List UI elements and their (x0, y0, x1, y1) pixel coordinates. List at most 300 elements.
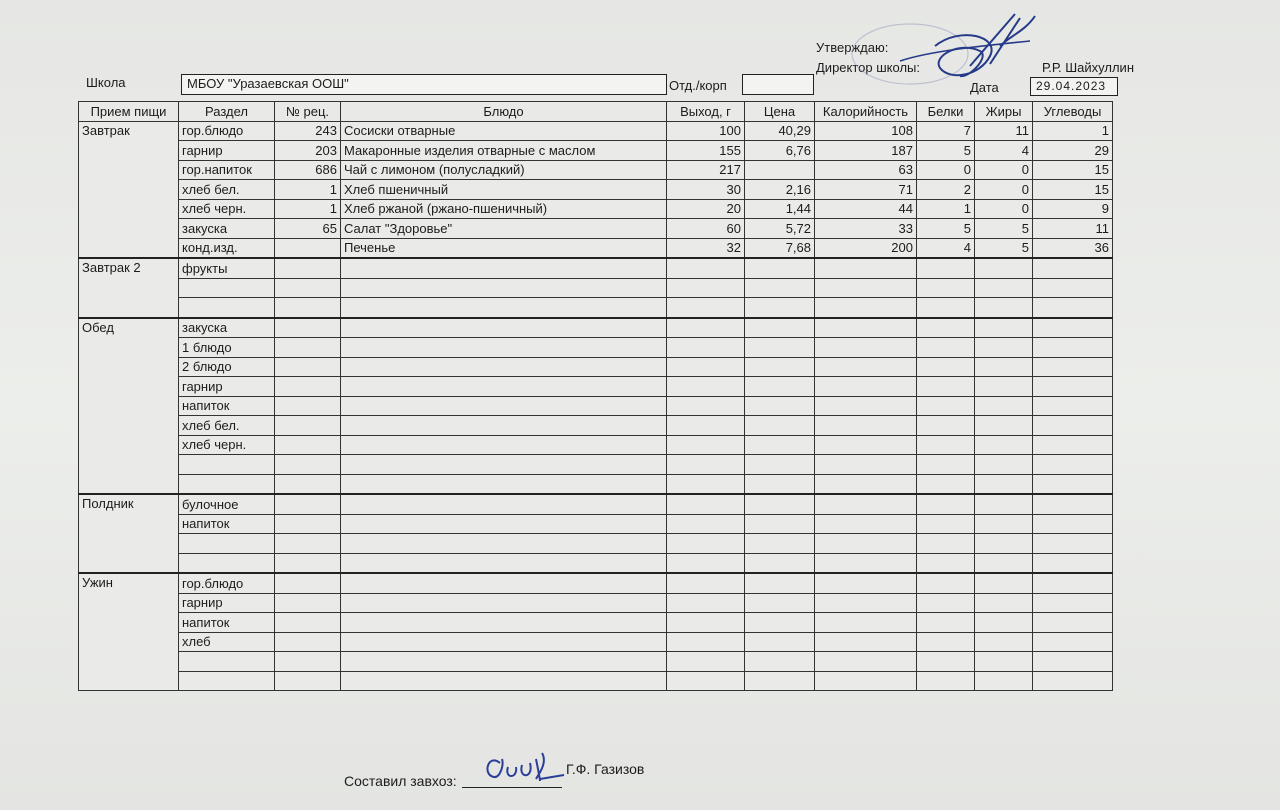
director-name: Р.Р. Шайхуллин (1042, 60, 1134, 75)
cell-carb (1033, 652, 1113, 672)
cell-kcal (815, 514, 917, 534)
table-row (79, 593, 1113, 613)
cell-section (179, 278, 275, 298)
dept-label: Отд./корп (669, 78, 727, 93)
cell-carb (1033, 494, 1113, 514)
cell-section: гарнир (179, 593, 275, 613)
cell-section (179, 474, 275, 494)
cell-price (745, 357, 815, 377)
cell-fat (975, 613, 1033, 633)
cell-out (667, 298, 745, 318)
cell-rec: 203 (275, 141, 341, 161)
cell-carb: 11 (1033, 219, 1113, 239)
cell-prot (917, 514, 975, 534)
cell-rec (275, 278, 341, 298)
cell-section: хлеб (179, 632, 275, 652)
cell-price: 40,29 (745, 121, 815, 141)
cell-fat (975, 514, 1033, 534)
meal-name-cell: Завтрак 2 (79, 258, 179, 318)
cell-rec (275, 534, 341, 554)
cell-carb: 29 (1033, 141, 1113, 161)
cell-kcal (815, 338, 917, 358)
table-row (79, 160, 1113, 180)
cell-rec: 686 (275, 160, 341, 180)
cell-carb (1033, 553, 1113, 573)
cell-carb: 15 (1033, 160, 1113, 180)
cell-section: гарнир (179, 377, 275, 397)
header-protein: Белки (917, 102, 975, 122)
cell-carb (1033, 357, 1113, 377)
cell-price (745, 416, 815, 436)
cell-out (667, 494, 745, 514)
cell-prot (917, 534, 975, 554)
cell-kcal (815, 258, 917, 278)
cell-carb (1033, 435, 1113, 455)
cell-fat: 11 (975, 121, 1033, 141)
cell-section (179, 553, 275, 573)
cell-rec (275, 573, 341, 593)
cell-out (667, 338, 745, 358)
cell-fat (975, 494, 1033, 514)
cell-prot (917, 435, 975, 455)
cell-out (667, 613, 745, 633)
cell-rec (275, 298, 341, 318)
cell-carb (1033, 613, 1113, 633)
cell-price (745, 534, 815, 554)
cell-out (667, 318, 745, 338)
cell-rec: 1 (275, 180, 341, 200)
cell-section (179, 534, 275, 554)
approve-label: Утверждаю: (816, 40, 889, 55)
cell-rec (275, 318, 341, 338)
cell-kcal (815, 553, 917, 573)
cell-carb (1033, 632, 1113, 652)
cell-dish (341, 671, 667, 691)
date-label: Дата (970, 80, 999, 95)
cell-carb (1033, 534, 1113, 554)
cell-out: 20 (667, 199, 745, 219)
cell-price (745, 613, 815, 633)
cell-fat: 0 (975, 180, 1033, 200)
table-row (79, 671, 1113, 691)
cell-dish: Салат "Здоровье" (341, 219, 667, 239)
cell-fat: 5 (975, 219, 1033, 239)
table-row (79, 357, 1113, 377)
director-signature-stamp (840, 6, 1050, 96)
cell-dish (341, 338, 667, 358)
cell-prot: 7 (917, 121, 975, 141)
cell-prot (917, 652, 975, 672)
cell-section: хлеб черн. (179, 435, 275, 455)
cell-dish (341, 396, 667, 416)
cell-price (745, 338, 815, 358)
cell-price (745, 435, 815, 455)
cell-dish (341, 593, 667, 613)
cell-carb (1033, 318, 1113, 338)
cell-dish (341, 613, 667, 633)
cell-price (745, 632, 815, 652)
cell-fat (975, 416, 1033, 436)
cell-out: 217 (667, 160, 745, 180)
cell-rec (275, 396, 341, 416)
meal-name-cell: Завтрак (79, 121, 179, 258)
composer-name: Г.Ф. Газизов (566, 761, 645, 777)
cell-rec (275, 613, 341, 633)
cell-carb (1033, 338, 1113, 358)
cell-out (667, 474, 745, 494)
cell-fat (975, 534, 1033, 554)
table-row (79, 377, 1113, 397)
cell-fat (975, 573, 1033, 593)
cell-fat (975, 474, 1033, 494)
cell-out (667, 435, 745, 455)
cell-carb (1033, 396, 1113, 416)
table-row (79, 121, 1113, 141)
header-meal: Прием пищи (79, 102, 179, 122)
cell-out: 155 (667, 141, 745, 161)
cell-out (667, 357, 745, 377)
cell-out (667, 455, 745, 475)
cell-carb (1033, 377, 1113, 397)
cell-out (667, 534, 745, 554)
cell-fat: 0 (975, 160, 1033, 180)
cell-prot (917, 377, 975, 397)
cell-rec (275, 357, 341, 377)
cell-prot (917, 318, 975, 338)
cell-dish: Хлеб пшеничный (341, 180, 667, 200)
cell-kcal: 187 (815, 141, 917, 161)
cell-out (667, 632, 745, 652)
meal-name-cell: Ужин (79, 573, 179, 691)
cell-prot (917, 298, 975, 318)
header-output: Выход, г (667, 102, 745, 122)
cell-section: хлеб бел. (179, 416, 275, 436)
cell-kcal (815, 613, 917, 633)
cell-out (667, 514, 745, 534)
cell-out (667, 652, 745, 672)
cell-kcal (815, 298, 917, 318)
cell-prot (917, 573, 975, 593)
cell-prot (917, 338, 975, 358)
cell-dish (341, 318, 667, 338)
cell-section: напиток (179, 514, 275, 534)
cell-carb (1033, 455, 1113, 475)
table-row (79, 219, 1113, 239)
cell-fat (975, 258, 1033, 278)
cell-dish (341, 573, 667, 593)
cell-prot (917, 455, 975, 475)
table-row (79, 514, 1113, 534)
cell-kcal: 200 (815, 238, 917, 258)
cell-rec (275, 652, 341, 672)
table-header-row (79, 102, 1113, 122)
cell-fat (975, 278, 1033, 298)
cell-price (745, 652, 815, 672)
cell-price (745, 377, 815, 397)
cell-rec (275, 258, 341, 278)
cell-kcal (815, 435, 917, 455)
director-label: Директор школы: (816, 60, 920, 75)
table-row (79, 573, 1113, 593)
cell-prot (917, 613, 975, 633)
cell-fat (975, 455, 1033, 475)
meal-name-cell: Обед (79, 318, 179, 495)
table-row (79, 455, 1113, 475)
table-row (79, 474, 1113, 494)
header-dish: Блюдо (341, 102, 667, 122)
cell-prot (917, 632, 975, 652)
cell-kcal (815, 396, 917, 416)
cell-dish (341, 278, 667, 298)
cell-prot: 5 (917, 141, 975, 161)
cell-out (667, 396, 745, 416)
cell-fat (975, 553, 1033, 573)
cell-rec (275, 435, 341, 455)
cell-prot: 0 (917, 160, 975, 180)
cell-fat (975, 435, 1033, 455)
header-price: Цена (745, 102, 815, 122)
cell-rec (275, 377, 341, 397)
cell-rec (275, 494, 341, 514)
cell-price (745, 160, 815, 180)
cell-out (667, 377, 745, 397)
cell-prot: 4 (917, 238, 975, 258)
cell-carb (1033, 573, 1113, 593)
cell-kcal (815, 593, 917, 613)
cell-dish (341, 298, 667, 318)
cell-rec (275, 553, 341, 573)
cell-section: напиток (179, 396, 275, 416)
cell-section: 2 блюдо (179, 357, 275, 377)
cell-carb (1033, 514, 1113, 534)
cell-price: 6,76 (745, 141, 815, 161)
cell-out (667, 553, 745, 573)
cell-price (745, 258, 815, 278)
cell-dish: Сосиски отварные (341, 121, 667, 141)
cell-prot (917, 494, 975, 514)
table-row (79, 494, 1113, 514)
cell-dish (341, 474, 667, 494)
cell-fat (975, 632, 1033, 652)
cell-out: 100 (667, 121, 745, 141)
table-row (79, 534, 1113, 554)
cell-fat: 5 (975, 238, 1033, 258)
cell-carb: 1 (1033, 121, 1113, 141)
menu-table-body (79, 121, 1113, 691)
cell-prot: 5 (917, 219, 975, 239)
cell-out (667, 593, 745, 613)
cell-kcal (815, 377, 917, 397)
cell-out (667, 573, 745, 593)
cell-fat: 4 (975, 141, 1033, 161)
cell-price (745, 671, 815, 691)
cell-kcal (815, 671, 917, 691)
header-carbs: Углеводы (1033, 102, 1113, 122)
cell-price (745, 396, 815, 416)
cell-kcal: 33 (815, 219, 917, 239)
header-calories: Калорийность (815, 102, 917, 122)
cell-section (179, 298, 275, 318)
cell-section: гор.блюдо (179, 573, 275, 593)
cell-carb (1033, 416, 1113, 436)
cell-carb (1033, 474, 1113, 494)
cell-rec: 1 (275, 199, 341, 219)
cell-fat (975, 298, 1033, 318)
cell-price: 1,44 (745, 199, 815, 219)
cell-carb (1033, 671, 1113, 691)
cell-section: хлеб черн. (179, 199, 275, 219)
cell-rec (275, 474, 341, 494)
cell-price (745, 514, 815, 534)
dept-field[interactable] (742, 74, 814, 95)
cell-rec (275, 632, 341, 652)
cell-out: 30 (667, 180, 745, 200)
cell-section: гор.блюдо (179, 121, 275, 141)
cell-carb: 15 (1033, 180, 1113, 200)
cell-kcal (815, 455, 917, 475)
cell-dish (341, 534, 667, 554)
table-row (79, 652, 1113, 672)
cell-rec (275, 455, 341, 475)
cell-fat (975, 652, 1033, 672)
cell-dish (341, 494, 667, 514)
cell-kcal (815, 318, 917, 338)
header-recipe: № рец. (275, 102, 341, 122)
cell-fat (975, 318, 1033, 338)
cell-fat (975, 671, 1033, 691)
cell-out (667, 416, 745, 436)
cell-rec (275, 514, 341, 534)
cell-section (179, 652, 275, 672)
table-row (79, 435, 1113, 455)
table-row (79, 199, 1113, 219)
cell-dish (341, 357, 667, 377)
cell-carb (1033, 258, 1113, 278)
cell-dish (341, 553, 667, 573)
table-row (79, 613, 1113, 633)
cell-prot (917, 553, 975, 573)
school-label: Школа (86, 75, 126, 90)
cell-dish: Хлеб ржаной (ржано-пшеничный) (341, 199, 667, 219)
table-row (79, 396, 1113, 416)
cell-dish (341, 377, 667, 397)
table-row (79, 258, 1113, 278)
cell-kcal: 63 (815, 160, 917, 180)
table-row (79, 238, 1113, 258)
cell-rec: 243 (275, 121, 341, 141)
cell-kcal (815, 534, 917, 554)
cell-carb (1033, 593, 1113, 613)
cell-prot (917, 278, 975, 298)
cell-price (745, 318, 815, 338)
cell-carb: 9 (1033, 199, 1113, 219)
cell-price (745, 278, 815, 298)
cell-dish (341, 416, 667, 436)
cell-dish: Чай с лимоном (полусладкий) (341, 160, 667, 180)
cell-kcal (815, 652, 917, 672)
cell-price (745, 494, 815, 514)
cell-section: хлеб бел. (179, 180, 275, 200)
date-field[interactable]: 29.04.2023 (1030, 77, 1118, 96)
cell-price (745, 298, 815, 318)
cell-out (667, 278, 745, 298)
cell-price (745, 455, 815, 475)
cell-fat (975, 593, 1033, 613)
cell-fat: 0 (975, 199, 1033, 219)
cell-rec (275, 338, 341, 358)
table-row (79, 180, 1113, 200)
cell-kcal (815, 474, 917, 494)
cell-price (745, 593, 815, 613)
cell-kcal: 71 (815, 180, 917, 200)
cell-prot: 1 (917, 199, 975, 219)
cell-prot (917, 416, 975, 436)
cell-section: булочное (179, 494, 275, 514)
cell-fat (975, 396, 1033, 416)
cell-price (745, 553, 815, 573)
cell-out (667, 671, 745, 691)
cell-fat (975, 357, 1033, 377)
cell-section: гарнир (179, 141, 275, 161)
cell-price: 2,16 (745, 180, 815, 200)
menu-table (78, 101, 1113, 691)
cell-section: фрукты (179, 258, 275, 278)
cell-kcal: 108 (815, 121, 917, 141)
cell-rec (275, 671, 341, 691)
cell-dish (341, 435, 667, 455)
cell-rec (275, 238, 341, 258)
cell-fat (975, 377, 1033, 397)
cell-prot (917, 258, 975, 278)
header-fat: Жиры (975, 102, 1033, 122)
cell-rec (275, 416, 341, 436)
cell-kcal (815, 357, 917, 377)
cell-dish (341, 514, 667, 534)
cell-section (179, 455, 275, 475)
school-field[interactable]: МБОУ "Уразаевская ООШ" (181, 74, 667, 95)
cell-kcal (815, 632, 917, 652)
cell-kcal (815, 573, 917, 593)
cell-price: 5,72 (745, 219, 815, 239)
cell-section: напиток (179, 613, 275, 633)
cell-kcal (815, 278, 917, 298)
cell-dish (341, 455, 667, 475)
cell-fat (975, 338, 1033, 358)
cell-section: закуска (179, 219, 275, 239)
table-row (79, 278, 1113, 298)
cell-dish (341, 632, 667, 652)
cell-price (745, 573, 815, 593)
cell-kcal (815, 416, 917, 436)
cell-prot (917, 396, 975, 416)
cell-out (667, 258, 745, 278)
meal-name-cell: Полдник (79, 494, 179, 573)
table-row (79, 141, 1113, 161)
cell-out: 32 (667, 238, 745, 258)
cell-dish: Макаронные изделия отварные с маслом (341, 141, 667, 161)
cell-section (179, 671, 275, 691)
cell-rec: 65 (275, 219, 341, 239)
cell-section: гор.напиток (179, 160, 275, 180)
cell-prot (917, 671, 975, 691)
table-row (79, 298, 1113, 318)
composer-signature (478, 745, 568, 790)
cell-section: конд.изд. (179, 238, 275, 258)
table-row (79, 553, 1113, 573)
cell-price: 7,68 (745, 238, 815, 258)
cell-prot (917, 593, 975, 613)
cell-carb (1033, 278, 1113, 298)
